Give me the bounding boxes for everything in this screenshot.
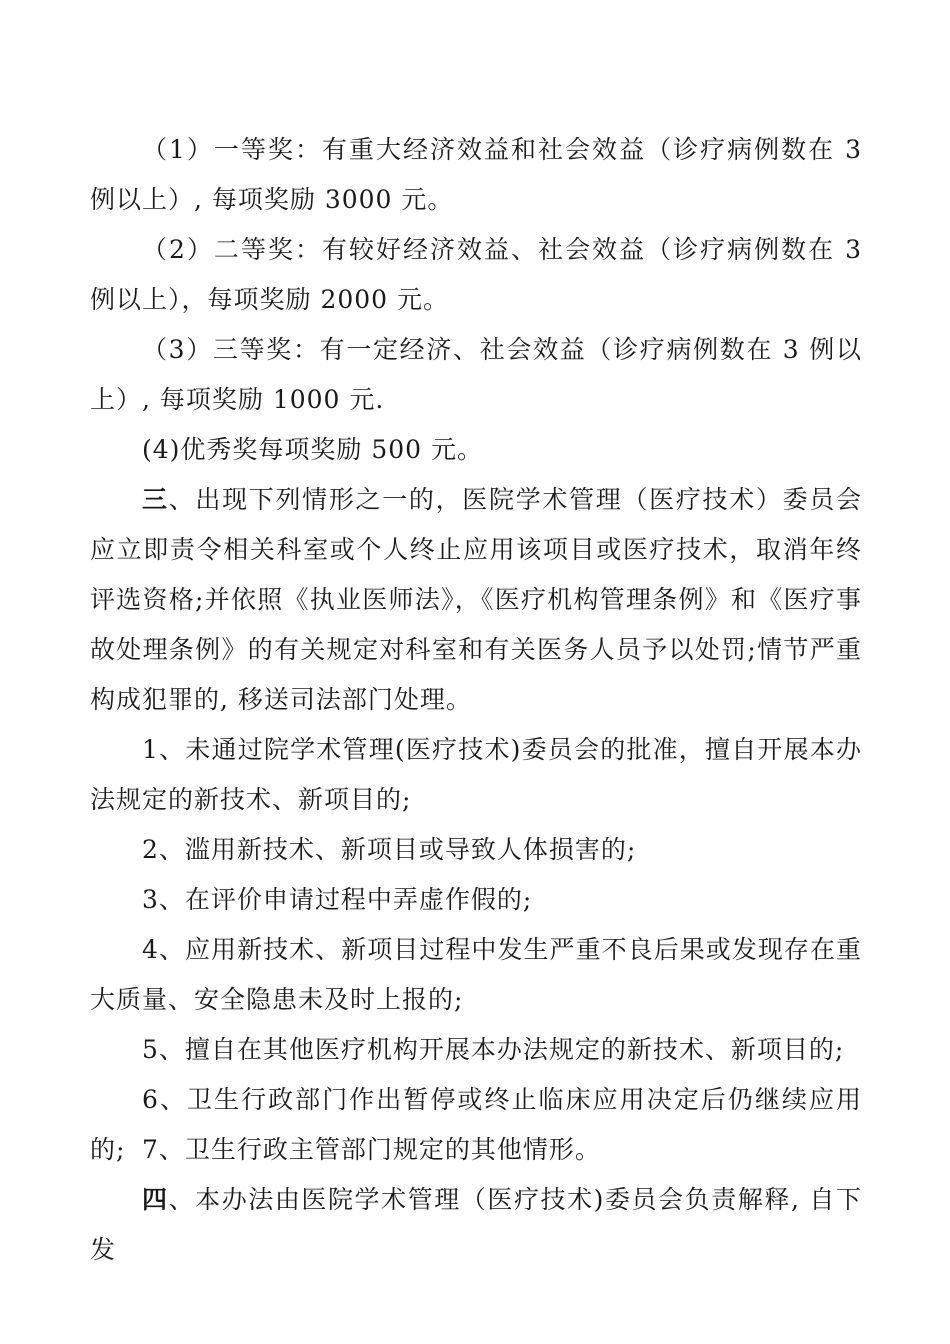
paragraph-text: 、本办法由医院学术管理（医疗技术)委员会负责解释, 自下发 [90, 1185, 862, 1264]
award-second-prize-paragraph [90, 225, 862, 325]
paragraph-text: 、出现下列情形之一的，医院学术管理（医疗技术）委员会应立即责令相关科室或个人终止应用该项目或医疗技术，取消年终评选资格;并依照《执业医师法》，《医疗机构管理条例》和《医疗事故处理条例》的有关规定对科室和有关医务人员予以处罚;情节严重构成犯罪的, 移送司法部门处理。 [90, 485, 862, 714]
paragraph-text: 4、应用新技术、新项目过程中发生严重不良后果或发现存在重大质量、安全隐患未及时上报的; [90, 935, 862, 1014]
violation-item-7 [90, 1125, 862, 1175]
paragraph-text: 6、卫生行政部门作出暂停或终止临床应用决定后仍继续应用的; [90, 1085, 862, 1164]
violation-item-1 [90, 725, 862, 825]
paragraph-text: (4)优秀奖每项奖励 500 元。 [142, 435, 484, 464]
violation-item-2 [90, 825, 862, 875]
paragraph-text: （1）一等奖：有重大经济效益和社会效益（诊疗病例数在 3 例以上）, 每项奖励 3000 元。 [90, 135, 862, 214]
section-three-paragraph [90, 475, 862, 725]
violation-item-5 [90, 1025, 862, 1075]
award-third-prize-paragraph [90, 325, 862, 425]
paragraph-text: 7、卫生行政主管部门规定的其他情形。 [142, 1135, 601, 1164]
paragraph-text: 1、未通过院学术管理(医疗技术)委员会的批准，擅自开展本办法规定的新技术、新项目的; [90, 735, 862, 814]
paragraph-text: 2、滥用新技术、新项目或导致人体损害的; [142, 835, 637, 864]
section-number: 四 [142, 1185, 169, 1214]
section-number: 三 [142, 485, 169, 514]
violation-item-4 [90, 925, 862, 1025]
section-four-paragraph [90, 1175, 862, 1275]
paragraph-text: 5、擅自在其他医疗机构开展本办法规定的新技术、新项目的; [142, 1035, 845, 1064]
paragraph-text: （2）二等奖：有较好经济效益、社会效益（诊疗病例数在 3 例以上），每项奖励 2000 元。 [90, 235, 862, 314]
award-first-prize-paragraph [90, 125, 862, 225]
paragraph-text: 3、在评价申请过程中弄虚作假的; [142, 885, 533, 914]
paragraph-text: （3）三等奖：有一定经济、社会效益（诊疗病例数在 3 例以上）, 每项奖励 1000 元. [90, 335, 862, 414]
violation-item-3 [90, 875, 862, 925]
award-excellence-paragraph [90, 425, 862, 475]
